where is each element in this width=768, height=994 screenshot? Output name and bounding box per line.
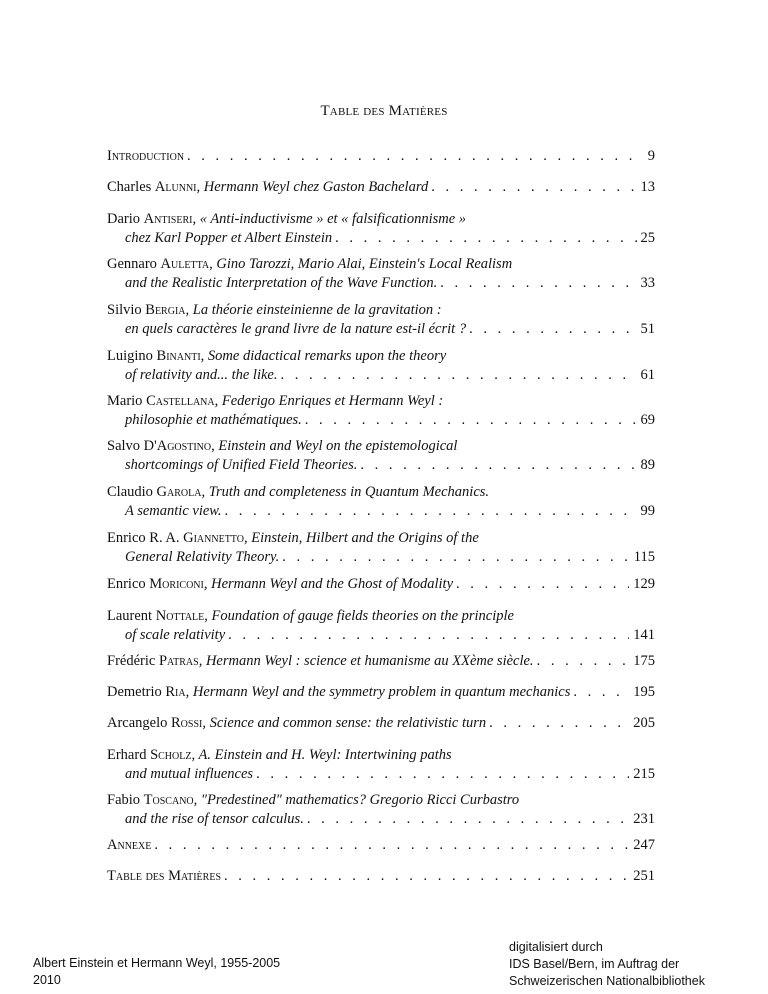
entry-title: , Federigo Enriques et Hermann Weyl : [214,393,444,409]
toc-entry[interactable] [107,437,655,475]
toc-entry-line [107,575,655,594]
toc-entry-line [107,714,655,733]
leader-dots [456,575,629,594]
leader-dots [489,714,629,733]
toc-entry-line [107,437,655,456]
entry-title: A semantic view. [125,503,222,519]
page-number: 141 [633,627,655,643]
author-first-name: Laurent [107,608,156,624]
page-number: 195 [633,684,655,700]
author-surname: D'Agostino [143,438,212,454]
toc-entry[interactable] [107,746,655,784]
entry-title: , Some didactical remarks upon the theory [200,348,447,364]
entry-title: , A. Einstein and H. Weyl: Intertwining paths [191,747,452,763]
toc-entry-line [107,210,655,229]
toc-entry-line [107,867,655,886]
author-first-name: Luigino [107,348,157,364]
page-number: 99 [640,503,655,519]
author-surname: Garola [156,484,202,500]
author-first-name: Claudio [107,484,157,500]
toc-entry[interactable] [107,607,655,645]
leader-dots [256,765,629,784]
author-surname: Table des Matières [107,868,221,884]
toc-entry[interactable] [107,867,655,886]
page-number: 89 [640,457,655,473]
toc-entry-line [107,178,655,197]
leader-dots [360,456,636,475]
entry-title: , Foundation of gauge fields theories on the principle [204,608,514,624]
entry-title: en quels caractères le grand livre de la nature est-il écrit ? [125,321,467,337]
toc-entry-line [107,483,655,502]
author-surname: Castellana [146,393,215,409]
author-first-name: Charles [107,179,155,195]
toc-entry-line [107,456,655,475]
entry-title: shortcomings of Unified Field Theories. [125,457,358,473]
author-first-name: Enrico R. A. [107,530,184,546]
toc-entry[interactable] [107,714,655,733]
toc-entry-line [107,765,655,784]
entry-title: , Hermann Weyl and the symmetry problem in quantum mechanics [185,684,571,700]
entry-title: , Hermann Weyl chez Gaston Bachelard [196,179,429,195]
toc-entry[interactable] [107,255,655,293]
entry-title: , Science and common sense: the relativistic turn [202,715,487,731]
author-surname: Scholz [150,747,192,763]
page-number: 69 [640,412,655,428]
author-surname: Binanti [156,348,201,364]
author-first-name: Dario [107,211,144,227]
author-first-name: Silvio [107,302,146,318]
author-surname: Auletta [160,256,210,272]
page-number: 9 [647,148,655,164]
entry-title: , Hermann Weyl and the Ghost of Modality [203,576,453,592]
toc-entry-line [107,626,655,645]
page-number: 175 [633,653,655,669]
toc-entry-line [107,746,655,765]
toc-entry[interactable] [107,836,655,855]
author-first-name: Frédéric [107,653,159,669]
leader-dots [469,320,636,339]
footer-line: 2010 [33,973,61,987]
toc-entry-line [107,147,655,166]
entry-title: philosophie et mathématiques. [125,412,302,428]
leader-dots [537,652,630,671]
page-number: 215 [633,766,655,782]
toc-entry-line [107,502,655,521]
author-first-name: Arcangelo [107,715,172,731]
toc-entry-line [107,836,655,855]
leader-dots [228,626,629,645]
author-surname: Antiseri [143,211,193,227]
leader-dots [440,274,636,293]
toc-entry-line [107,810,655,829]
page-number: 33 [640,275,655,291]
toc-entry[interactable] [107,210,655,248]
entry-title: of relativity and... the like. [125,367,278,383]
author-surname: Alunni [154,179,197,195]
entry-title: and mutual influences [125,766,254,782]
leader-dots [573,683,629,702]
author-first-name: Demetrio [107,684,166,700]
footer-citation [33,955,280,989]
entry-title: and the rise of tensor calculus. [125,811,304,827]
toc-entry-line [107,529,655,548]
leader-dots [335,229,636,248]
toc-entry-line [107,301,655,320]
toc-entry-line [107,411,655,430]
page-number: 115 [633,549,655,565]
toc-entry[interactable] [107,652,655,671]
author-surname: Ria [165,684,186,700]
toc-entry[interactable] [107,347,655,385]
leader-dots [431,178,636,197]
page-title: Table des Matières [320,103,448,119]
entry-title: , Hermann Weyl : science et humanisme au XXème siècle. [198,653,534,669]
toc-entry[interactable] [107,529,655,567]
author-first-name: Gennaro [107,256,161,272]
leader-dots [307,810,629,829]
footer-digitization-note [509,939,705,990]
entry-title: , Truth and completeness in Quantum Mechanics. [201,484,490,500]
toc-entry[interactable] [107,392,655,430]
page-number: 25 [640,230,655,246]
entry-title: , Gino Tarozzi, Mario Alai, Einstein's Local Realism [209,256,513,272]
toc-entry[interactable] [107,575,655,594]
toc-entry[interactable] [107,683,655,702]
leader-dots [224,867,629,886]
page-number: 129 [633,576,655,592]
toc-entry-line [107,366,655,385]
author-surname: Rossi [171,715,203,731]
toc-entry-line [107,392,655,411]
entry-title: of scale relativity [125,627,226,643]
page-number: 247 [633,837,655,853]
author-surname: Annexe [107,837,152,853]
toc-entry[interactable] [107,147,655,166]
author-surname: Giannetto [183,530,244,546]
footer-line: Schweizerischen Nationalbibliothek [509,974,705,988]
footer-line: IDS Basel/Bern, im Auftrag der [509,957,680,971]
leader-dots [187,147,644,166]
entry-title: General Relativity Theory. [125,549,280,565]
page-number: 231 [633,811,655,827]
author-first-name: Mario [107,393,147,409]
entry-title: , « Anti-inductivisme » et « falsificationnisme » [192,211,467,227]
toc-entry-line [107,683,655,702]
author-first-name: Salvo [107,438,144,454]
leader-dots [282,548,630,567]
entry-title: , "Predestined" mathematics? Gregorio Ricci Curbastro [193,792,520,808]
toc-entry-line [107,607,655,626]
toc-entry[interactable] [107,483,655,521]
toc-entry-line [107,791,655,810]
author-surname: Introduction [107,148,185,164]
footer-line: digitalisiert durch [509,940,603,954]
toc-entry-line [107,229,655,248]
author-first-name: Enrico [107,576,150,592]
page-number: 251 [633,868,655,884]
entry-title: , La théorie einsteinienne de la gravitation : [185,302,442,318]
entry-title: and the Realistic Interpretation of the Wave Function. [125,275,438,291]
entry-title: , Einstein and Weyl on the epistemological [211,438,458,454]
toc-entry-line [107,320,655,339]
toc-entry-line [107,274,655,293]
toc-entry-line [107,652,655,671]
leader-dots [305,411,637,430]
author-surname: Moriconi [149,576,204,592]
author-surname: Toscano [143,792,194,808]
toc-entry-line [107,548,655,567]
toc-entry-line [107,347,655,366]
page-number: 51 [640,321,655,337]
page-number: 205 [633,715,655,731]
entry-title: , Einstein, Hilbert and the Origins of the [243,530,479,546]
leader-dots [154,836,629,855]
entry-title: chez Karl Popper et Albert Einstein [125,230,333,246]
leader-dots [225,502,637,521]
author-first-name: Erhard [107,747,151,763]
page-number: 13 [640,179,655,195]
author-surname: Patras [158,653,199,669]
author-surname: Bergia [145,302,186,318]
toc-entry-line [107,255,655,274]
author-surname: Nottale [155,608,205,624]
toc-entry[interactable] [107,178,655,197]
toc-entry[interactable] [107,301,655,339]
leader-dots [280,366,636,385]
page-number: 61 [640,367,655,383]
author-first-name: Fabio [107,792,144,808]
footer-line: Albert Einstein et Hermann Weyl, 1955-2005 [33,956,281,970]
toc-entry[interactable] [107,791,655,829]
